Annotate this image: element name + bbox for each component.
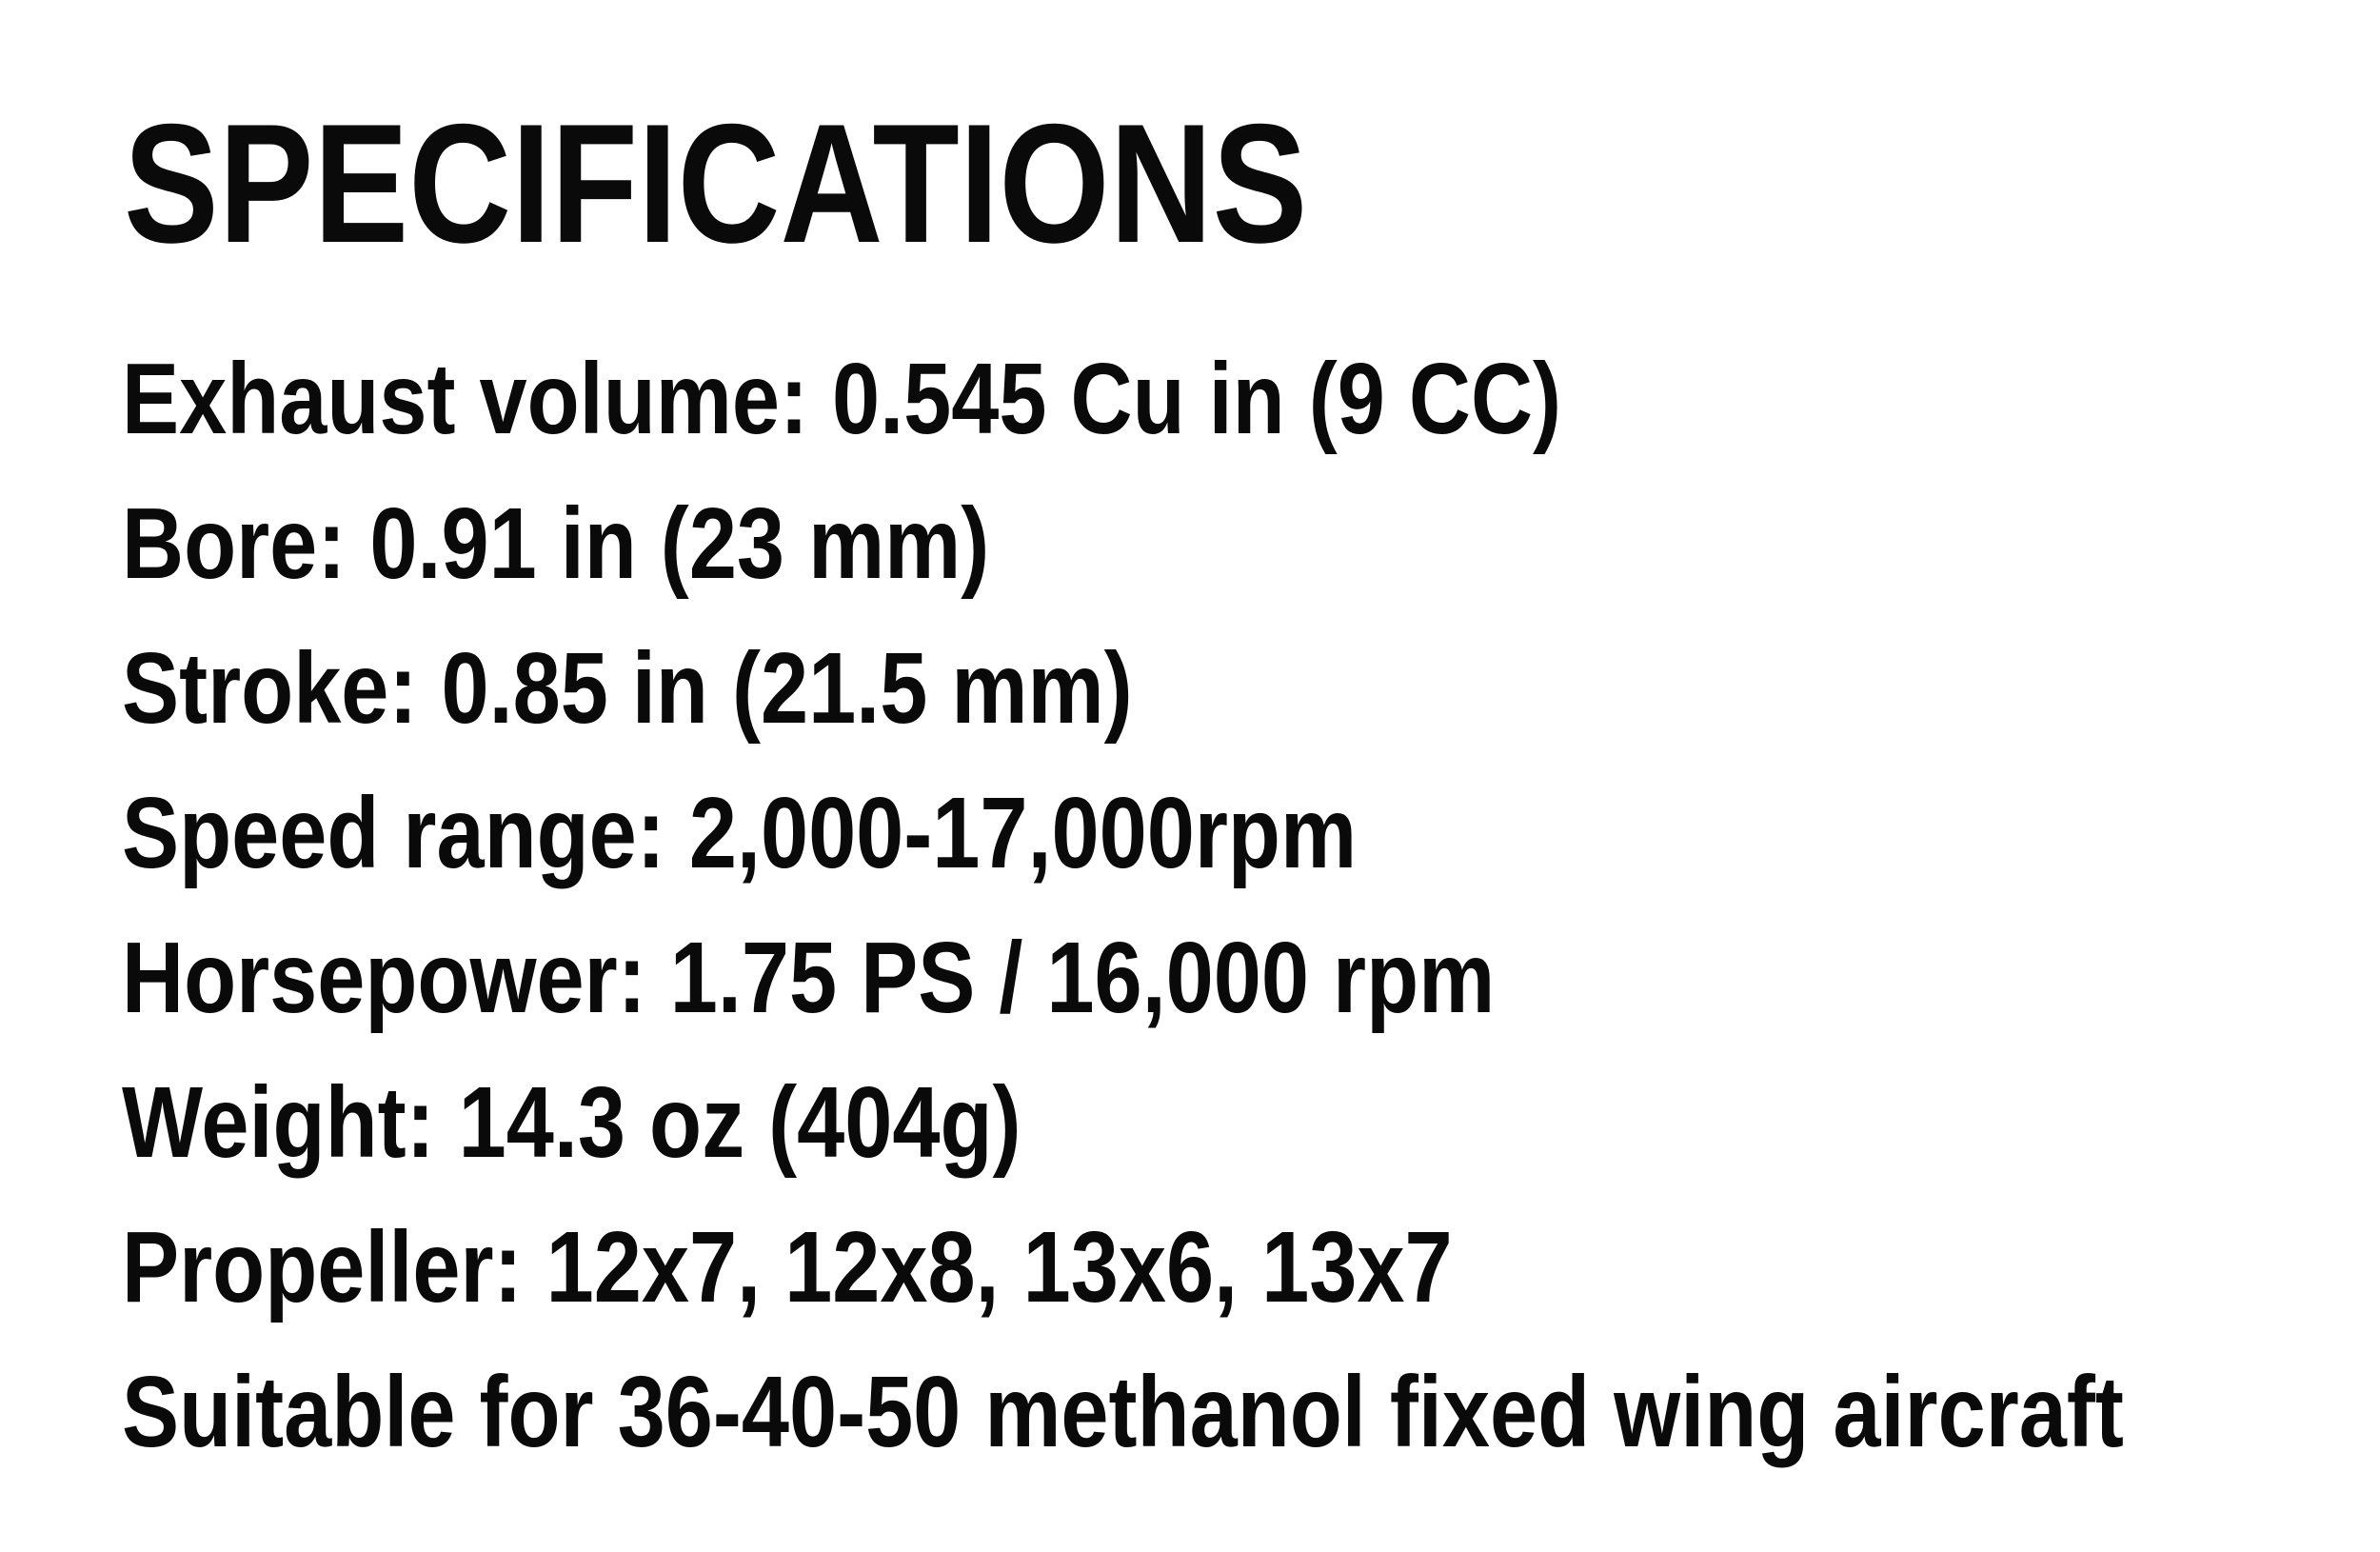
spec-line-propeller: Propeller: 12x7, 12x8, 13x6, 13x7 bbox=[122, 1211, 1453, 1323]
spec-line-speed-range: Speed range: 2,000-17,000rpm bbox=[122, 777, 1358, 889]
spec-line-stroke: Stroke: 0.85 in (21.5 mm) bbox=[122, 632, 1133, 745]
spec-line-suitability: Suitable for 36-40-50 methanol fixed wing aircraft bbox=[122, 1356, 2124, 1468]
page-title: SPECIFICATIONS bbox=[124, 89, 1308, 278]
spec-line-weight: Weight: 14.3 oz (404g) bbox=[122, 1066, 1021, 1179]
spec-list bbox=[122, 327, 2124, 1484]
spec-line-horsepower: Horsepower: 1.75 PS / 16,000 rpm bbox=[122, 922, 1496, 1034]
spec-line-bore: Bore: 0.91 in (23 mm) bbox=[122, 487, 990, 600]
spec-line-exhaust-volume: Exhaust volume: 0.545 Cu in (9 CC) bbox=[122, 343, 1562, 455]
